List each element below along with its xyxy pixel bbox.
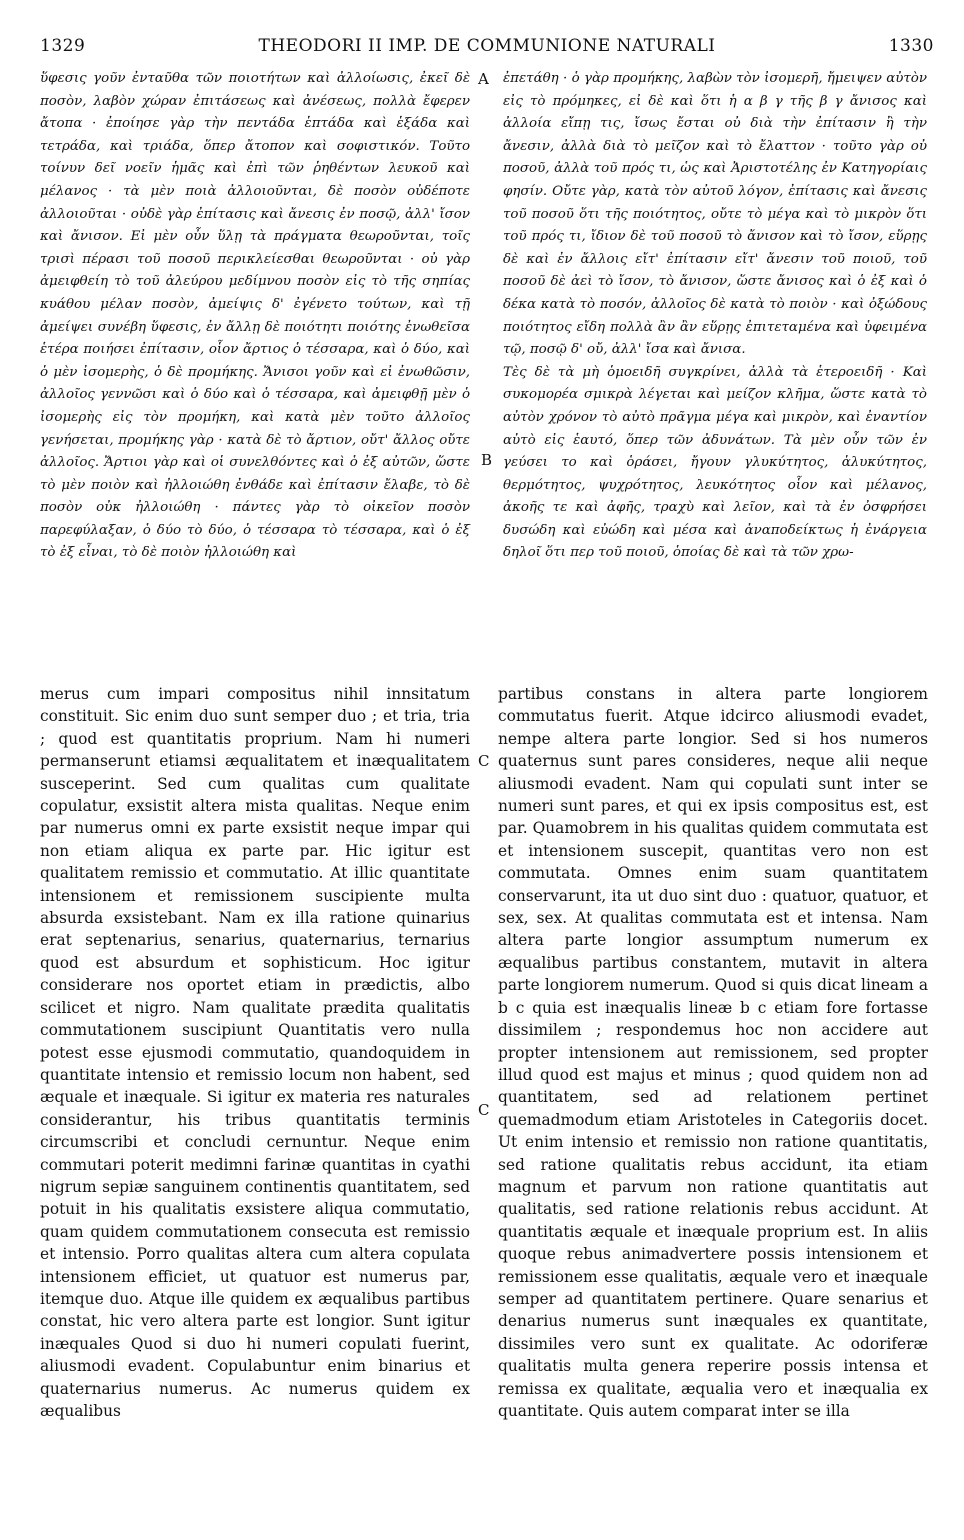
running-title: THEODORI II IMP. DE COMMUNIONE NATURALI	[258, 36, 716, 56]
greek-text-right-2: Τὲς δὲ τὰ μὴ ὁμοειδῆ συγκρίνει, ἀλλὰ τὰ ἑτεροειδῆ · Καὶ συκομορέα σμικρὰ λέγεται καὶ μείζον κλῆμα, ὥστε κατὰ τὸ αὐτὸν χρόνον τὸ αὐτὸ πρᾶγμα μέγα καὶ μικρὸν, καὶ ἐναντίον αὐτὸ εἰς ἑαυτό, ὅπερ τῶν ἀδυνάτων. Τὰ μὲν οὖν τῶν ἐν γεύσει το καὶ ὁράσει, ἤγουν γλυκύτητος, ἁλυκύτητος, θερμότητος, ψυχρότητος, λευκότητος οἷον καὶ μέλανος, ἀκοῆς τε καὶ ἀφῆς, τραχὺ καὶ λεῖον, καὶ τὰ ἐν ὀσφρήσει δυσώδη καὶ εὐώδη καὶ μέσα καὶ ἀναποδείκτως ἡ ἐνάργεια δηλοῖ ὅτι περ τοῦ ποιοῦ, ὁποίας δὲ καὶ τὰ τῶν χρω-	[503, 364, 927, 561]
marker-a: A	[478, 70, 489, 88]
page-number-right: 1330	[888, 36, 934, 56]
marker-b: B	[481, 451, 493, 469]
latin-text-right: partibus constans in altera parte longiorem commutatus fuerit. Atque idcirco aliusmodi evadet, nempe altera parte longior. Sed si hos numeros quaternus sunt pares consideres, neque alii neque aliusmodi evadent. Nam qui copulati sunt inter se numeri sunt pares, et qui ex ipsis compositus est, est par. Quamobrem in his qualitas quidem commutata est et intensionem suscepit, quantitas vero non est commutata. Omnes enim suam quantitatem conservarunt, ita ut duo sint duo : quatuor, quatuor, et sex, sex. At qualitas commutata est et intensa. Nam altera parte longior assumptum numerum ex æqualibus partibus constantem, mutavit in altera parte longiorem numerum. Quod si quis dicat lineam a b c quia est inæqualis lineæ b c etiam fore fortasse dissimilem ; respondemus hoc non accidere aut propter intensionem aut remissionem, sed propter illud quod est majus et minus ; quod quidem non ad quantitatem, sed ad relationem pertinet quemadmodum etiam Aristoteles in Categoriis docet. Ut enim intensio et remissio non ratione quantitatis, sed ratione qualitatis rebus accidunt, ita etiam magnum et parvum non ratione quantitatis aut qualitatis, sed ratione relationis rebus accidunt. At quantitatis æquale et inæquale proprium est. In aliis quoque rebus animadvertere possis intensionem et remissionem esse qualitatis, æquale vero et inæquale semper ad quantitatem pertinere. Quare senarius et denarius numerus sunt inæquales ex quantitate, dissimiles vero sunt ex qualitate. Ac odoriferæ qualitatis multa genera reperire possis intensa et remissa ex qualitate, æqualia vero et inæqualia ex quantitate. Quis autem comparat inter se illa	[498, 685, 928, 1420]
latin-text-left: merus cum impari compositus nihil innsitatum constituit. Sic enim duo sunt semper duo ; et tria, tria ; quod est quantitatis proprium. Nam hi numeri permanserunt etiamsi æqualitatem et inæqualitatem susceperint. Sed cum qualitas cum qualitate copulatur, exsistit altera mista qualitas. Neque enim par numerus omni ex parte exsistit neque impar qui non etiam aliqua ex parte par. Hic igitur est qualitatem remissio et commutatio. At illic quantitate intensionem et remissionem suscipiente multa absurda exsistebant. Nam ex illa ratione quinarius erat septenarius, senarius, quaternarius, ternarius quod est absurdum et sophisticum. Hoc igitur considerare nos oportet etiam in prædictis, albo scilicet et nigro. Nam qualitate prædita qualitatis commutationem suscipiunt Quantitatis vero nulla potest esse ejusmodi commutatio, quandoquidem in quantitate intensio et remissio locum non habent, sed æquale et inæquale. Si igitur ex materia res naturales considerantur, his tribus quantitatis terminis circumscribi et concludi cernuntur. Neque enim commutari poterit medimni farinæ quantitas in cyathi nigrum sepiæ sanguinem continentis quantitatem, sed potuit in his qualitatis exsistere aliqua commutatio, quam quidem commutationem consecuta est remissio et intensio. Porro qualitas altera cum altera copulata intensionem efficiet, ut quatuor est numerus par, itemque duo. Atque ille quidem ex æqualibus partibus constat, hic vero altera parte est longior. Sunt igitur inæquales Quod si duo hi numeri copulati fuerint, aliusmodi evadent. Copulabuntur enim binarius et quaternarius numerus. Ac numerus quidem ex æqualibus	[40, 685, 470, 1420]
marker-c-upper: C	[478, 752, 490, 770]
running-header	[40, 36, 934, 60]
greek-column-right	[503, 68, 927, 565]
greek-text-left: ὕφεσις γοῦν ἐνταῦθα τῶν ποιοτήτων καὶ ἀλλοίωσις, ἐκεῖ δὲ ποσὸν, λαβὸν χώραν ἐπιτάσεως καὶ ἀνέσεως, πολλὰ ἔφερεν ἄτοπα · ἐποίησε γὰρ τὴν πεντάδα ἑπτάδα καὶ ἑξάδα καὶ τετράδα, καὶ τριάδα, ὅπερ ἄτοπον καὶ σοφιστικόν. Τοῦτο τοίνυν δεῖ νοεῖν ἡμᾶς καὶ ἐπὶ τῶν ῥηθέντων λευκοῦ καὶ μέλανος · τὰ μὲν ποιὰ ἀλλοιοῦνται, δὲ ποσὸν οὐδέποτε ἀλλοιοῦται · οὐδὲ γὰρ ἐπίτασις καὶ ἄνεσις ἐν ποσῷ, ἀλλ' ἴσον καὶ ἄνισον. Εἰ μὲν οὖν ὕλῃ τὰ πράγματα θεωροῦνται, τοῖς τρισὶ πέρασι τοῦ ποσοῦ περικλείεσθαι θεωροῦνται · οὐ γὰρ ἀμειφθείη τὸ τοῦ ἀλεύρου μεδίμνου ποσὸν εἰς τὸ τῆς σηπίας κυάθου μέλαν ποσὸν, ἀμείψις δ' ἐγένετο τούτων, καὶ τῇ ἀμείψει συνέβη ὕφεσις, ἐν ἄλλῃ δὲ ποιότητι ποιότης ἐνωθεῖσα ἑτέρα ποιήσει ἐπίτασιν, οἷον ἄρτιος ὁ τέσσαρα, καὶ ὁ δύο, καὶ ὁ μὲν ἰσομερὴς, ὁ δὲ προμήκης. Ἄνισοι γοῦν καὶ εἰ ἐνωθῶσιν, ἀλλοῖος γεννῶσι καὶ ὁ δύο καὶ ὁ τέσσαρα, καὶ ἀμειφθῇ μὲν ὁ ἰσομερὴς εἰς τὸν προμήκη, καὶ κατὰ μὲν τοῦτο ἀλλοῖος γενήσεται, προμήκης γὰρ · κατὰ δὲ τὸ ἄρτιον, οὔτ' ἄλλος οὔτε ἀλλοῖος. Ἄρτιοι γὰρ καὶ οἱ συνελθόντες καὶ ὁ ἐξ αὐτῶν, ὥστε τὸ μὲν ποιὸν καὶ ἠλλοιώθη ἐνθάδε καὶ ἐπίτασιν ἔλαβε, τὸ δὲ ποσὸν οὐκ ἠλλοιώθη · πάντες γὰρ τὸ οἰκεῖον ποσὸν παρεφύλαξαν, ὁ δύο τὸ δύο, ὁ τέσσαρα τὸ τέσσαρα, καὶ ὁ ἐξ τὸ ἐξ εἶναι, τὸ δὲ ποιὸν ἠλλοιώθη καὶ	[40, 71, 470, 561]
greek-text-right-1: ἐπετάθη · ὁ γὰρ προμήκης, λαβὼν τὸν ἰσομερῆ, ἤμειψεν αὐτὸν εἰς τὸ πρόμηκες, εἰ δὲ καὶ ὅτι ἡ α β γ τῆς β γ ἄνισος καὶ ἀλλοία εἴπῃ τις, ἴσως ἔσται οὐ διὰ τὴν ἐπίτασιν ἢ τὴν ἄνεσιν, ἀλλὰ διὰ τὸ μεῖζον καὶ τὸ ἔλαττον · τοῦτο γὰρ οὐ ποσοῦ, ἀλλὰ τοῦ πρός τι, ὡς καὶ Ἀριστοτέλης ἐν Κατηγορίαις φησίν. Οὔτε γὰρ, κατὰ τὸν αὐτοῦ λόγον, ἐπίτασις καὶ ἄνεσις τοῦ ποσοῦ ὅτι τῆς ποιότητος, οὔτε τὸ μέγα καὶ τὸ μικρὸν ὅτι τοῦ πρός τι, ἴδιον δὲ τοῦ ποσοῦ τὸ ἄνισον καὶ τὸ ἴσον, εὕρῃς δὲ καὶ ἐν ἄλλοις εἴτ' ἐπίτασιν εἴτ' ἄνεσιν τοῦ ποιοῦ, τοῦ ποσοῦ δὲ ἀεὶ τὸ ἴσον, τὸ ἄνισον, ὥστε ἄνισος καὶ ὁ ἐξ καὶ ὁ δέκα κατὰ τὸ ποσόν, ἀλλοῖος δὲ κατὰ τὸ ποιὸν · καὶ ὀξώδους ποιότητος εἴδη πολλὰ ἂν ἂν εὕρῃς ἐπιτεταμένα καὶ ὑφειμένα τῷ, ποσῷ δ' οὔ, ἀλλ' ἴσα καὶ ἄνισα.	[503, 71, 927, 358]
page-number-left: 1329	[40, 36, 86, 56]
greek-column-left	[40, 68, 470, 565]
latin-column-left	[40, 683, 470, 1422]
latin-column-right	[498, 683, 928, 1422]
marker-c-lower: C	[478, 1101, 490, 1119]
